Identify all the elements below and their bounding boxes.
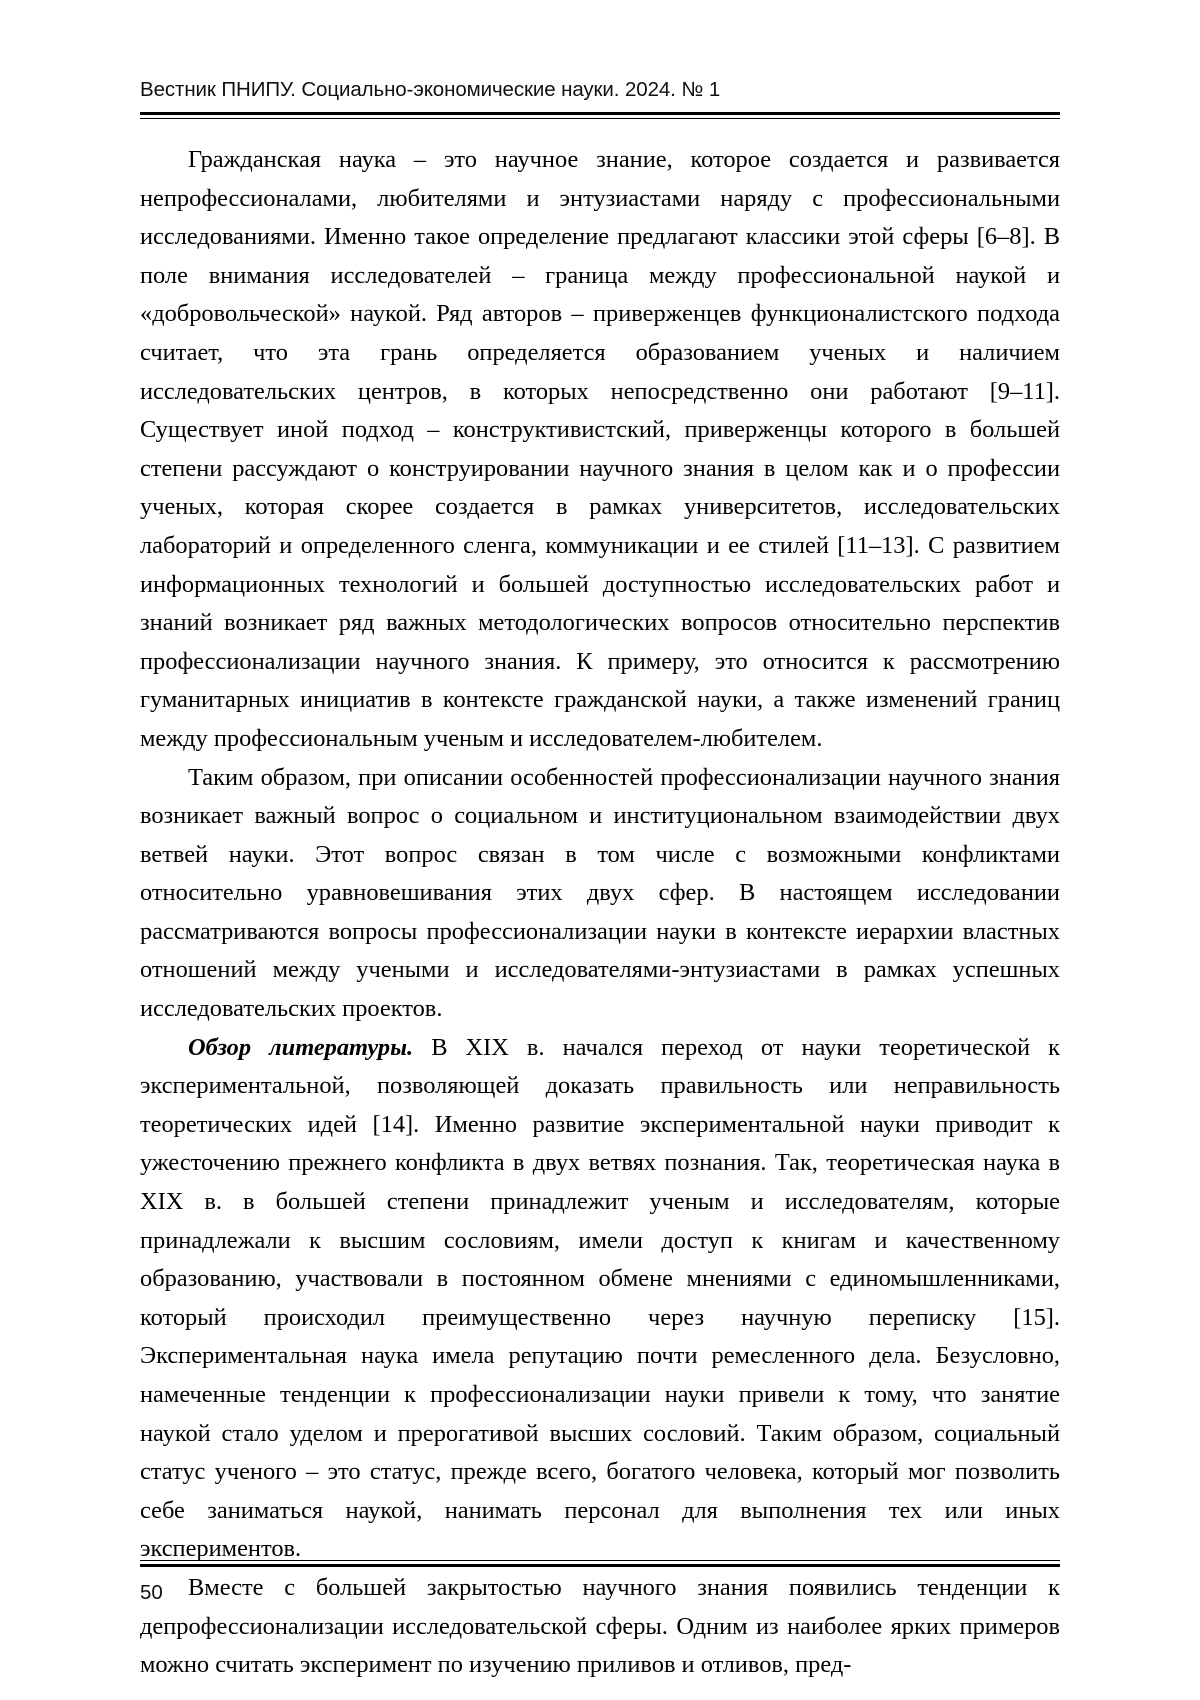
page-content [140, 78, 1060, 1685]
paragraph-literature-review [140, 1029, 1060, 1569]
page-number: 50 [140, 1581, 163, 1604]
page-footer [140, 1560, 1060, 1605]
literature-review-text: В XIX в. начался переход от науки теоретической к экспериментальной, позволяющей доказать правильность или неправильность теоретических идей [14]. Именно развитие экспериментальной науки приводит к ужесточению прежнего конфликта в двух ветвях познания. Так, теоретическая наука в XIX в. в большей степени принадлежит ученым и исследователям, которые принадлежали к высшим сословиям, имели доступ к книгам и качественному образованию, участвовали в постоянном обмене мнениями с единомышленниками, который происходил преимущественно через научную переписку [15]. Экспериментальная наука имела репутацию почти ремесленного дела. Безусловно, намеченные тенденции к профессионализации науки привели к тому, что занятие наукой стало уделом и прерогативой высших сословий. Таким образом, социальный статус ученого – это статус, прежде всего, богатого человека, который мог позволить себе заниматься наукой, нанимать персонал для выполнения тех или иных экспериментов. [140, 1033, 1060, 1563]
paragraph-3: Вместе с большей закрытостью научного знания появились тенденции к депрофессионализации исследовательской сферы. Одним из наиболее ярких примеров можно считать эксперимент по изучению приливов и отливов, пред- [140, 1573, 1060, 1679]
paragraph-2: Таким образом, при описании особенностей профессионализации научного знания возникает важный вопрос о социальном и институциональном взаимодействии двух ветвей науки. Этот вопрос связан в том числе с возможными конфликтами относительно уравновешивания этих двух сфер. В настоящем исследовании рассматриваются вопросы профессионализации науки в контексте иерархии властных отношений между учеными и исследователями-энтузиастами в рамках успешных исследовательских проектов. [140, 763, 1060, 1023]
paragraph-1: Гражданская наука – это научное знание, которое создается и развивается непрофессионалами, любителями и энтузиастами наряду с профессиональными исследованиями. Именно такое определение предлагают классики этой сферы [6–8]. В поле внимания исследователей – граница между профессиональной наукой и «добровольческой» наукой. Ряд авторов – приверженцев функционалистского подхода считает, что эта грань определяется образованием ученых и наличием исследовательских центров, в которых непосредственно они работают [9–11]. Существует иной подход – конструктивистский, приверженцы которого в большей степени рассуждают о конструировании научного знания в целом как и о профессии ученых, которая скорее создается в рамках университетов, исследовательских лабораторий и определенного сленга, коммуникации и ее стилей [11–13]. С развитием информационных технологий и большей доступностью исследовательских работ и знаний возникает ряд важных методологических вопросов относительно перспектив профессионализации научного знания. К примеру, это относится к рассмотрению гуманитарных инициатив в контексте гражданской науки, а также изменений границ между профессиональным ученым и исследователем-любителем. [140, 146, 1060, 752]
header-rule [140, 112, 1060, 119]
footer-rule [140, 1560, 1060, 1567]
running-head: Вестник ПНИПУ. Социально-экономические науки. 2024. № 1 [140, 78, 721, 101]
literature-review-heading: Обзор литературы. [188, 1033, 414, 1061]
article-body [140, 141, 1060, 1685]
